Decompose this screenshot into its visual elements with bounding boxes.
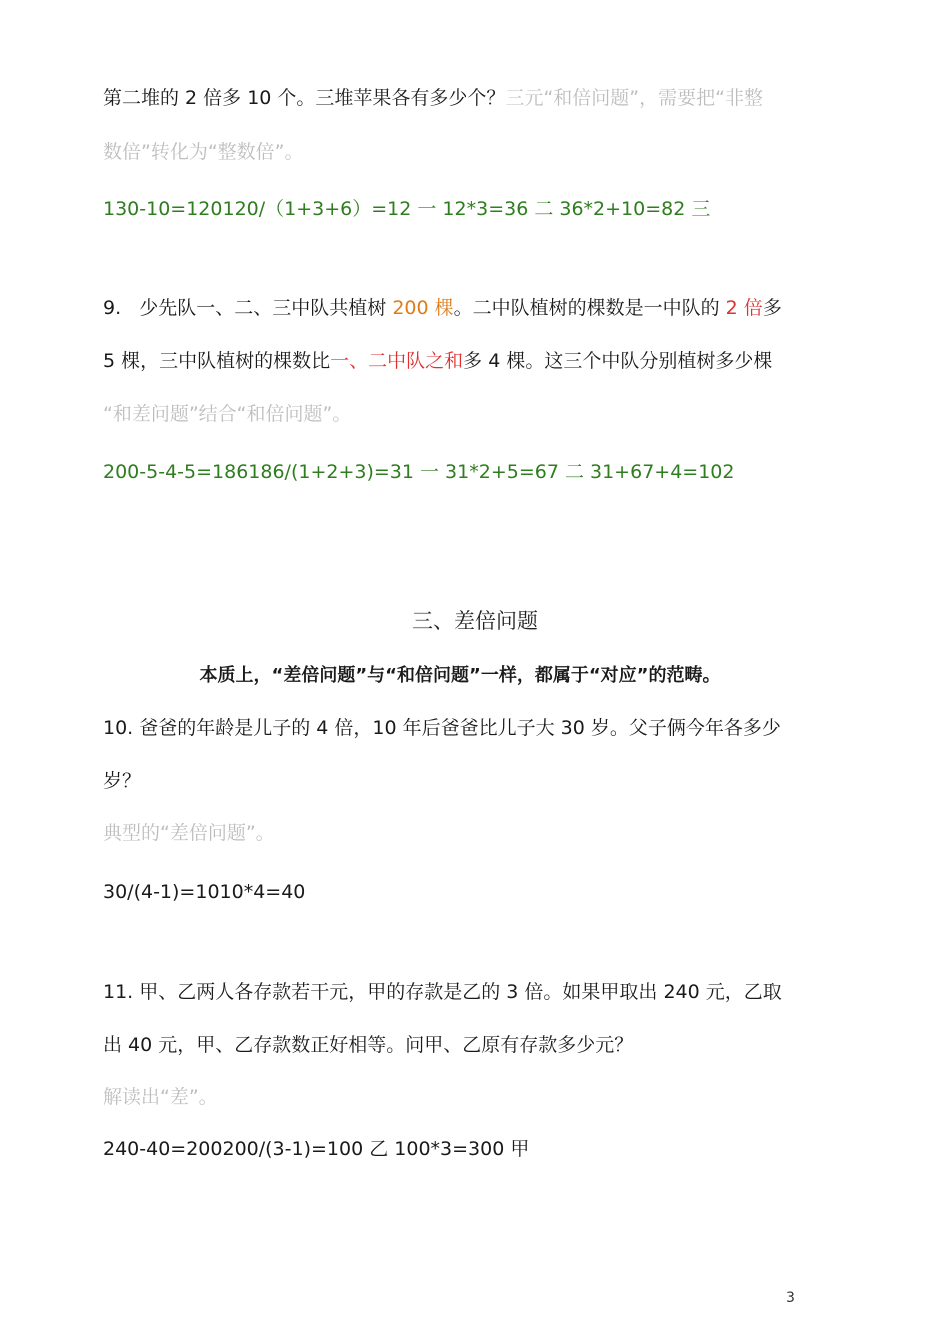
p9-highlight-total: 200 棵 [392,297,454,319]
p9-line2 [103,347,843,375]
p8-hint-b: 数倍”转化为“整数倍”。 [103,141,304,163]
p11-line2: 出 40 元，甲、乙存款数正好相等。问甲、乙原有存款多少元？ [103,1034,634,1056]
p9-text-b: 。二中队植树的棵数是一中队的 [453,297,726,319]
p11-line1: 11. 甲、乙两人各存款若干元，甲的存款是乙的 3 倍。如果甲取出 240 元，乙取 [103,981,782,1003]
p9-line1 [103,294,843,322]
p11-solution: 240-40=200200/(3-1)=100 乙 100*3=300 甲 [103,1138,530,1160]
p8-solution: 130-10=120120/（1+3+6）=12 一 12*3=36 二 36*2+10=82 三 [103,198,711,220]
p9-number: 9. [103,297,122,319]
p9-text-c: 多 [762,297,782,319]
p9-text-a: 少先队一、二、三中队共植树 [139,297,393,319]
p8-line1 [103,84,843,112]
p9-hint: “和差问题”结合“和倍问题”。 [103,403,352,425]
section-note: 本质上，“差倍问题”与“和倍问题”一样，都属于“对应”的范畴。 [199,665,721,686]
section-title: 三、差倍问题 [412,609,538,633]
p10-solution: 30/(4-1)=1010*4=40 [103,881,306,903]
p9-highlight-sum: 一、二中队之和 [330,350,464,372]
p9-text-d: 5 棵，三中队植树的棵数比 [103,350,331,372]
page-number: 3 [786,1290,795,1306]
p9-highlight-times: 2 倍 [725,297,763,319]
p8-text: 第二堆的 2 倍多 10 个。三堆苹果各有多少个？ [103,87,506,109]
p10-line1: 10. 爸爸的年龄是儿子的 4 倍，10 年后爸爸比儿子大 30 岁。父子俩今年各多少 [103,717,781,739]
p9-solution: 200-5-4-5=186186/(1+2+3)=31 一 31*2+5=67 二 31+67+4=102 [103,461,735,483]
p9-text-e: 多 4 棵。这三个中队分别植树多少棵 [463,350,773,372]
p8-hint-a: 三元“和倍问题”，需要把“非整 [505,87,763,109]
p11-hint: 解读出“差”。 [103,1086,218,1108]
p10-line2: 岁？ [103,770,142,792]
p10-hint: 典型的“差倍问题”。 [103,822,275,844]
